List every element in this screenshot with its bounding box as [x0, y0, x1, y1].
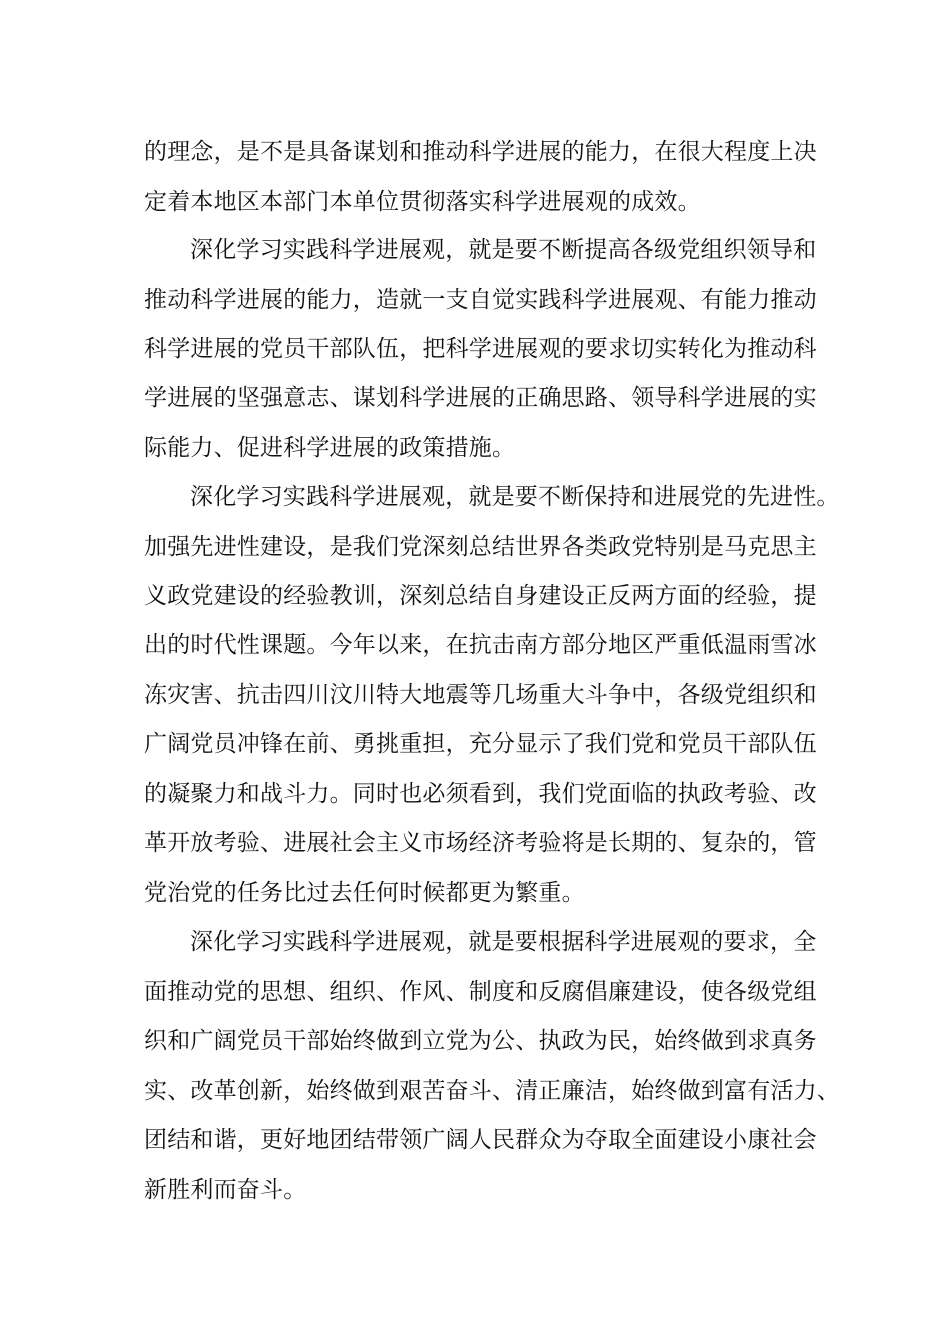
text-line: 冻灾害、抗击四川汶川特大地震等几场重大斗争中，各级党组织和 [144, 682, 817, 708]
text-line: 的凝聚力和战斗力。同时也必须看到，我们党面临的执政考验、改 [144, 781, 817, 807]
text-line: 科学进展的党员干部队伍，把科学进展观的要求切实转化为推动科 [144, 336, 817, 362]
text-line: 定着本地区本部门本单位贯彻落实科学进展观的成效。 [144, 189, 701, 215]
text-line: 的理念，是不是具备谋划和推动科学进展的能力，在很大程度上决 [144, 139, 817, 165]
text-line: 面推动党的思想、组织、作风、制度和反腐倡廉建设，使各级党组 [144, 979, 817, 1005]
text-line: 实、改革创新，始终做到艰苦奋斗、清正廉洁，始终做到富有活力、 [144, 1078, 840, 1104]
text-line: 新胜利而奋斗。 [144, 1177, 307, 1203]
paragraph-first-line: 深化学习实践科学进展观，就是要不断提高各级党组织领导和 [190, 237, 817, 263]
text-line: 广阔党员冲锋在前、勇挑重担，充分显示了我们党和党员干部队伍 [144, 731, 817, 757]
text-line: 学进展的坚强意志、谋划科学进展的正确思路、领导科学进展的实 [144, 385, 817, 411]
text-line: 党治党的任务比过去任何时候都更为繁重。 [144, 880, 585, 906]
text-line: 际能力、促进科学进展的政策措施。 [144, 435, 516, 461]
paragraph-first-line: 深化学习实践科学进展观，就是要根据科学进展观的要求，全 [190, 929, 817, 955]
text-line: 革开放考验、进展社会主义市场经济考验将是长期的、复杂的，管 [144, 830, 817, 856]
text-line: 织和广阔党员干部始终做到立党为公、执政为民，始终做到求真务 [144, 1028, 817, 1054]
text-line: 出的时代性课题。今年以来，在抗击南方部分地区严重低温雨雪冰 [144, 632, 817, 658]
text-line: 推动科学进展的能力，造就一支自觉实践科学进展观、有能力推动 [144, 287, 817, 313]
text-line: 义政党建设的经验教训，深刻总结自身建设正反两方面的经验，提 [144, 583, 817, 609]
text-line: 加强先进性建设，是我们党深刻总结世界各类政党特别是马克思主 [144, 534, 817, 560]
text-line: 团结和谐，更好地团结带领广阔人民群众为夺取全面建设小康社会 [144, 1127, 817, 1153]
paragraph-first-line: 深化学习实践科学进展观，就是要不断保持和进展党的先进性。 [190, 484, 840, 510]
